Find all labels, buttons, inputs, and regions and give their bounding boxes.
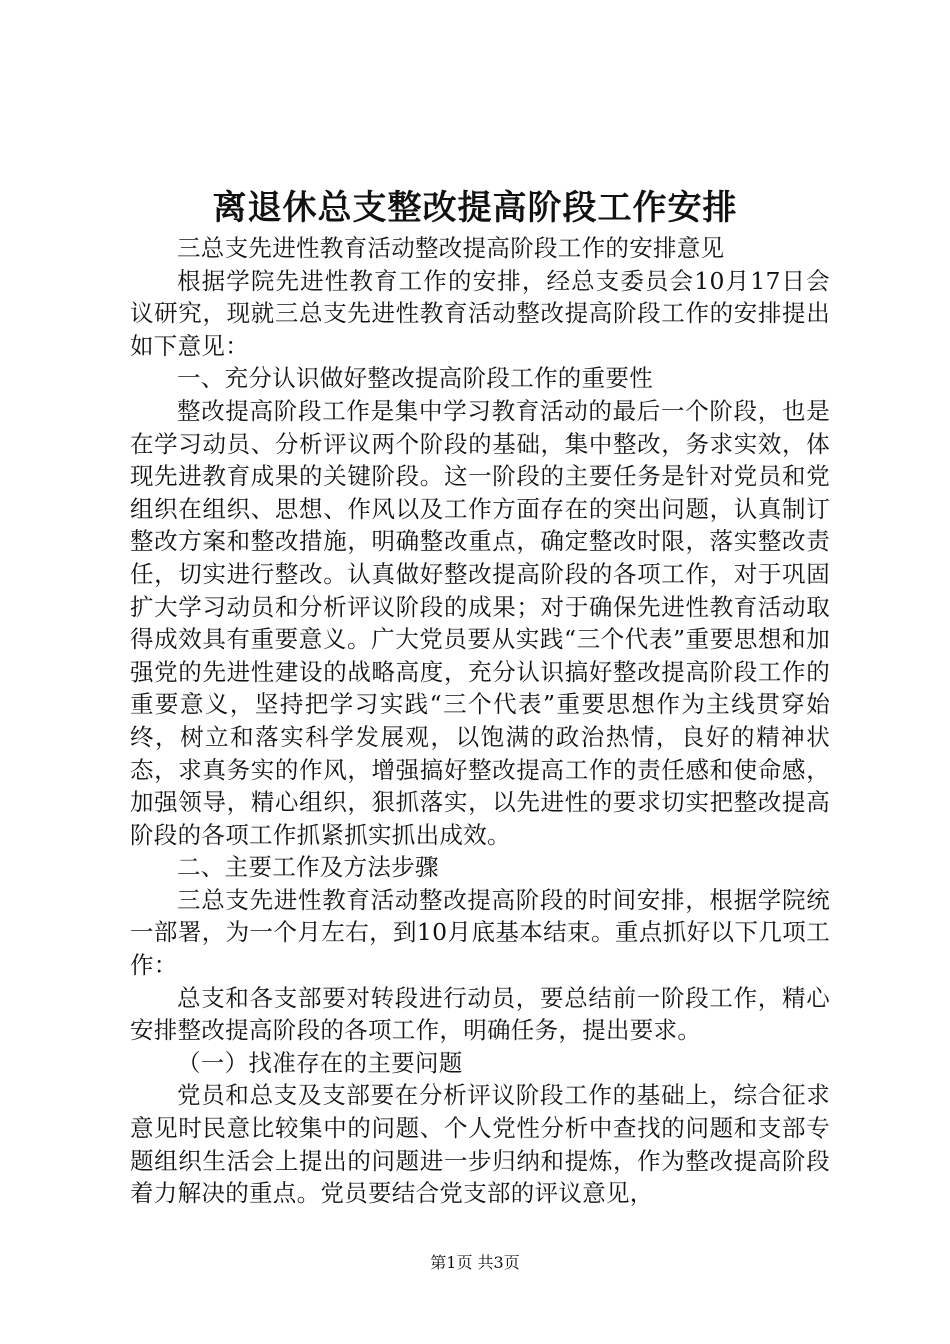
paragraph-intro: 根据学院先进性教育工作的安排，经总支委员会10月17日会议研究，现就三总支先进性教育活动整改提高阶段工作的安排提出如下意见： [130, 266, 830, 360]
page-footer: 第1页 共3页 [430, 1253, 520, 1272]
document-title: 离退休总支整改提高阶段工作安排 [212, 188, 738, 228]
paragraph-schedule: 三总支先进性教育活动整改提高阶段的时间安排，根据学院统一部署，为一个月左右，到10月底基本结束。重点抓好以下几项工作： [130, 885, 830, 980]
subsection-heading-1: （一）找准存在的主要问题 [177, 1048, 463, 1077]
paragraph-importance: 整改提高阶段工作是集中学习教育活动的最后一个阶段，也是在学习动员、分析评议两个阶段的基础，集中整改，务求实效，体现先进教育成果的关键阶段。这一阶段的主要任务是针对党员和党组织在组织、思想、作风以及工作方面存在的突出问题，认真制订整改方案和整改措施，明确整改重点，确定整改时限，落实整改责任，切实进行整改。认真做好整改提高阶段的各项工作，对于巩固扩大学习动员和分析评议阶段的成果；对于确保先进性教育活动取得成效具有重要意义。广大党员要从实践“三个代表”重要思想和加强党的先进性建设的战略高度，充分认识搞好整改提高阶段工作的重要意义，坚持把学习实践“三个代表”重要思想作为主线贯穿始终，树立和落实科学发展观，以饱满的政治热情，良好的精神状态，求真务实的作风，增强搞好整改提高工作的责任感和使命感，加强领导，精心组织，狠抓落实，以先进性的要求切实把整改提高阶段的各项工作抓紧抓实抓出成效。 [130, 396, 830, 849]
paragraph-problems: 党员和总支及支部要在分析评议阶段工作的基础上，综合征求意见时民意比较集中的问题、个人党性分析中查找的问题和支部专题组织生活会上提出的问题进一步归纳和提炼，作为整改提高阶段着力解决的重点。党员要结合党支部的评议意见， [130, 1081, 830, 1208]
section-heading-1: 一、充分认识做好整改提高阶段工作的重要性 [177, 364, 653, 393]
document-body [130, 232, 830, 1210]
section-heading-2: 二、主要工作及方法步骤 [177, 853, 439, 882]
paragraph-subtitle: 三总支先进性教育活动整改提高阶段工作的安排意见 [177, 234, 725, 262]
paragraph-mobilization: 总支和各支部要对转段进行动员，要总结前一阶段工作，精心安排整改提高阶段的各项工作，明确任务，提出要求。 [130, 983, 830, 1045]
